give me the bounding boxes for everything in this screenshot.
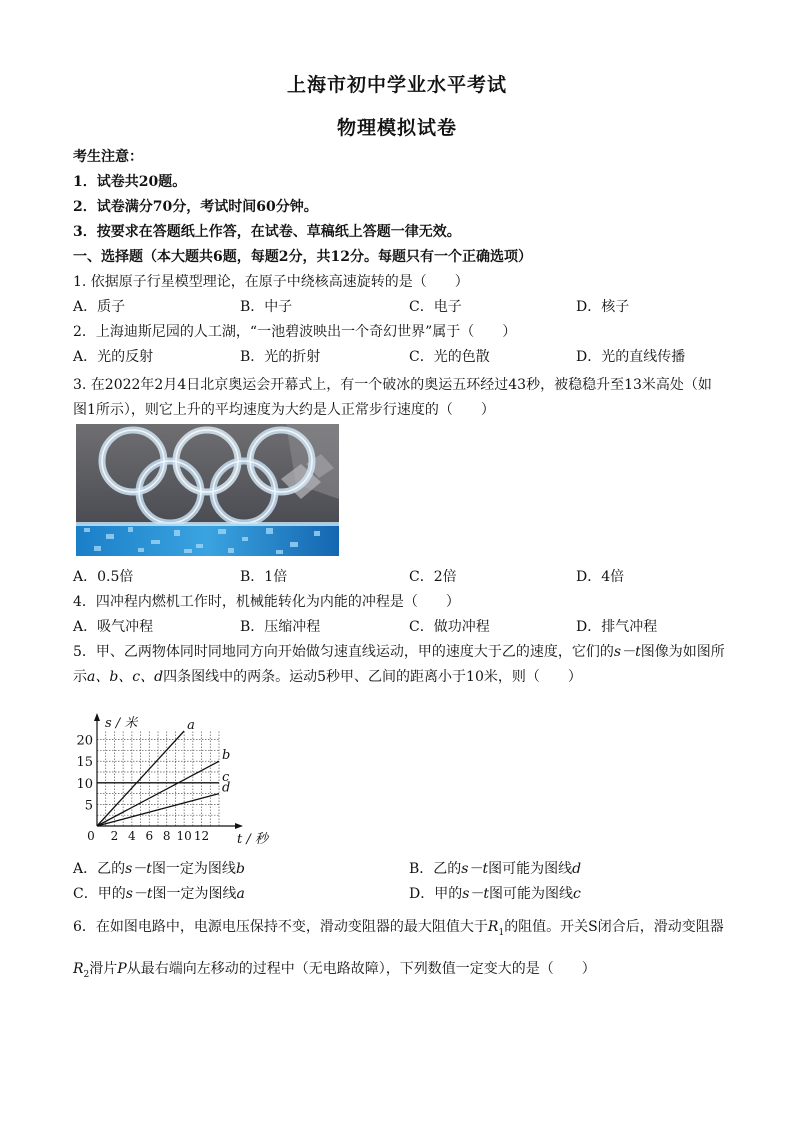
q5-opt-d-st: s－t	[462, 886, 490, 902]
x-tick-label: 0	[87, 829, 95, 843]
q5-opt-c-mid: 图一定为图线	[152, 886, 237, 902]
y-axis-label: s / 米	[105, 716, 138, 731]
question-2-stem: 2．上海迪斯尼园的人工湖，“一池碧波映出一个奇幻世界”属于（ ）	[73, 324, 517, 340]
y-tick-label: 15	[76, 755, 93, 771]
question-1-option-c: C．电子	[409, 299, 462, 315]
question-5-stem-line-1	[73, 643, 725, 661]
question-1-stem: 1. 依据原子行星模型理论，在原子中绕核高速旋转的是（ ）	[73, 274, 469, 290]
x-tick-label: 10	[176, 829, 192, 843]
question-4-option-c: C．做功冲程	[409, 619, 490, 635]
question-5-stem-line-2	[73, 668, 582, 686]
q5-text-2b: 四条图线中的两条。运动5秒甲、乙间的距离小于10米，则（ ）	[163, 669, 582, 685]
line-vars: a、b、c、d	[87, 669, 164, 685]
question-4-option-b: B．压缩冲程	[240, 619, 321, 635]
question-2-option-c: C．光的色散	[409, 349, 490, 365]
question-6-stem-line-2	[73, 960, 596, 984]
q5-opt-d-pre: D．甲的	[409, 886, 463, 902]
question-4-option-d: D．排气冲程	[576, 619, 658, 635]
q5-text-2a: 示	[73, 669, 87, 685]
question-2-option-a: A．光的反射	[73, 349, 154, 365]
question-3-option-b: B．1倍	[240, 569, 288, 585]
question-3-stem: 3. 在2022年2月4日北京奥运会开幕式上，有一个破冰的奥运五环经过43秒，被稳稳升至13米高处（如图1所示），则它上升的平均速度为大约是人正常步行速度的（ ）	[73, 377, 712, 418]
question-4-stem: 4．四冲程内燃机工作时，机械能转化为内能的冲程是（ ）	[73, 594, 460, 610]
x-tick-label: 8	[162, 829, 171, 843]
page-title: 上海市初中学业水平考试	[286, 74, 507, 96]
q6-text-1a: 6．在如图电路中，电源电压保持不变，滑动变阻器的最大阻值大于	[73, 919, 488, 935]
s-t-graph	[70, 698, 270, 848]
question-2-option-d: D．光的直线传播	[576, 349, 686, 365]
x-tick-label: 2	[110, 829, 119, 843]
question-3-option-a: A．0.5倍	[73, 569, 134, 585]
series-label-c: c	[222, 769, 230, 785]
x-tick-label: 4	[128, 829, 136, 843]
olympic-rings-photo	[76, 424, 339, 556]
q6-text-2a: 滑片	[89, 961, 118, 977]
p-symbol: P	[117, 961, 127, 977]
q5-opt-b-st: s－t	[461, 861, 489, 877]
y-tick-label: 10	[76, 776, 93, 792]
x-axis-arrow	[235, 823, 243, 829]
series-label-a: a	[187, 718, 195, 733]
q6-text-1b: 的阻值。开关S闭合后，滑动变阻器	[504, 919, 724, 935]
q5-opt-a-line: b	[235, 861, 245, 877]
r2-symbol: R	[73, 961, 84, 977]
question-1-option-d: D．核子	[576, 299, 630, 315]
question-5-option-c	[73, 885, 245, 903]
question-6-stem-line-1	[73, 918, 724, 942]
q5-opt-c-st: s－t	[125, 886, 153, 902]
q5-opt-d-mid: 图可能为图线	[489, 886, 574, 902]
x-tick-label: 12	[193, 829, 210, 843]
question-5-option-a	[73, 860, 245, 878]
q5-opt-c-line: a	[236, 886, 245, 902]
st-symbol: s－t	[613, 644, 641, 660]
x-tick-label: 6	[145, 829, 154, 843]
q5-opt-a-mid: 图一定为图线	[151, 861, 236, 877]
q5-opt-b-mid: 图可能为图线	[488, 861, 573, 877]
notice-item-3: 3．按要求在答题纸上作答，在试卷、草稿纸上答题一律无效。	[73, 224, 461, 240]
q5-opt-b-line: d	[572, 861, 582, 877]
r1-symbol: R	[487, 919, 499, 935]
series-label-b: b	[222, 748, 231, 764]
q5-text: 5．甲、乙两物体同时同地同方向开始做匀速直线运动，甲的速度大于乙的速度，它们的	[73, 644, 614, 660]
question-4-option-a: A．吸气冲程	[73, 619, 154, 635]
q5-opt-a-pre: A．乙的	[73, 861, 126, 877]
notice-heading: 考生注意：	[73, 149, 143, 165]
x-axis-label: t / 秒	[237, 832, 268, 847]
q5-opt-a-st: s－t	[125, 861, 152, 877]
question-5-option-d	[409, 885, 581, 903]
r1-subscript: 1	[498, 927, 505, 938]
y-tick-label: 20	[76, 733, 93, 749]
notice-item-1: 1．试卷共20题。	[73, 174, 187, 190]
question-1-option-a: A．质子	[73, 299, 126, 315]
question-3-option-d: D．4倍	[576, 569, 625, 585]
q5-opt-c-pre: C．甲的	[73, 886, 126, 902]
y-tick-label: 5	[84, 798, 93, 814]
y-axis-arrow	[94, 713, 100, 721]
series-line-a	[97, 731, 184, 826]
q5-text-end: 图像为如图所	[640, 644, 725, 660]
q5-opt-d-line: c	[573, 886, 581, 902]
section-heading: 一、选择题（本大题共6题，每题2分，共12分。每题只有一个正确选项）	[73, 249, 532, 265]
series-label-d: d	[222, 780, 231, 796]
question-5-option-b	[409, 860, 581, 878]
notice-item-2: 2．试卷满分70分，考试时间60分钟。	[73, 199, 318, 215]
r2-subscript: 2	[83, 969, 90, 980]
question-1-option-b: B．中子	[240, 299, 293, 315]
q5-opt-b-pre: B．乙的	[409, 861, 462, 877]
page-subtitle: 物理模拟试卷	[336, 117, 457, 139]
q6-text-2b: 从最右端向左移动的过程中（无电路故障），下列数值一定变大的是（ ）	[126, 961, 596, 977]
question-2-option-b: B．光的折射	[240, 349, 321, 365]
question-3-option-c: C．2倍	[409, 569, 457, 585]
